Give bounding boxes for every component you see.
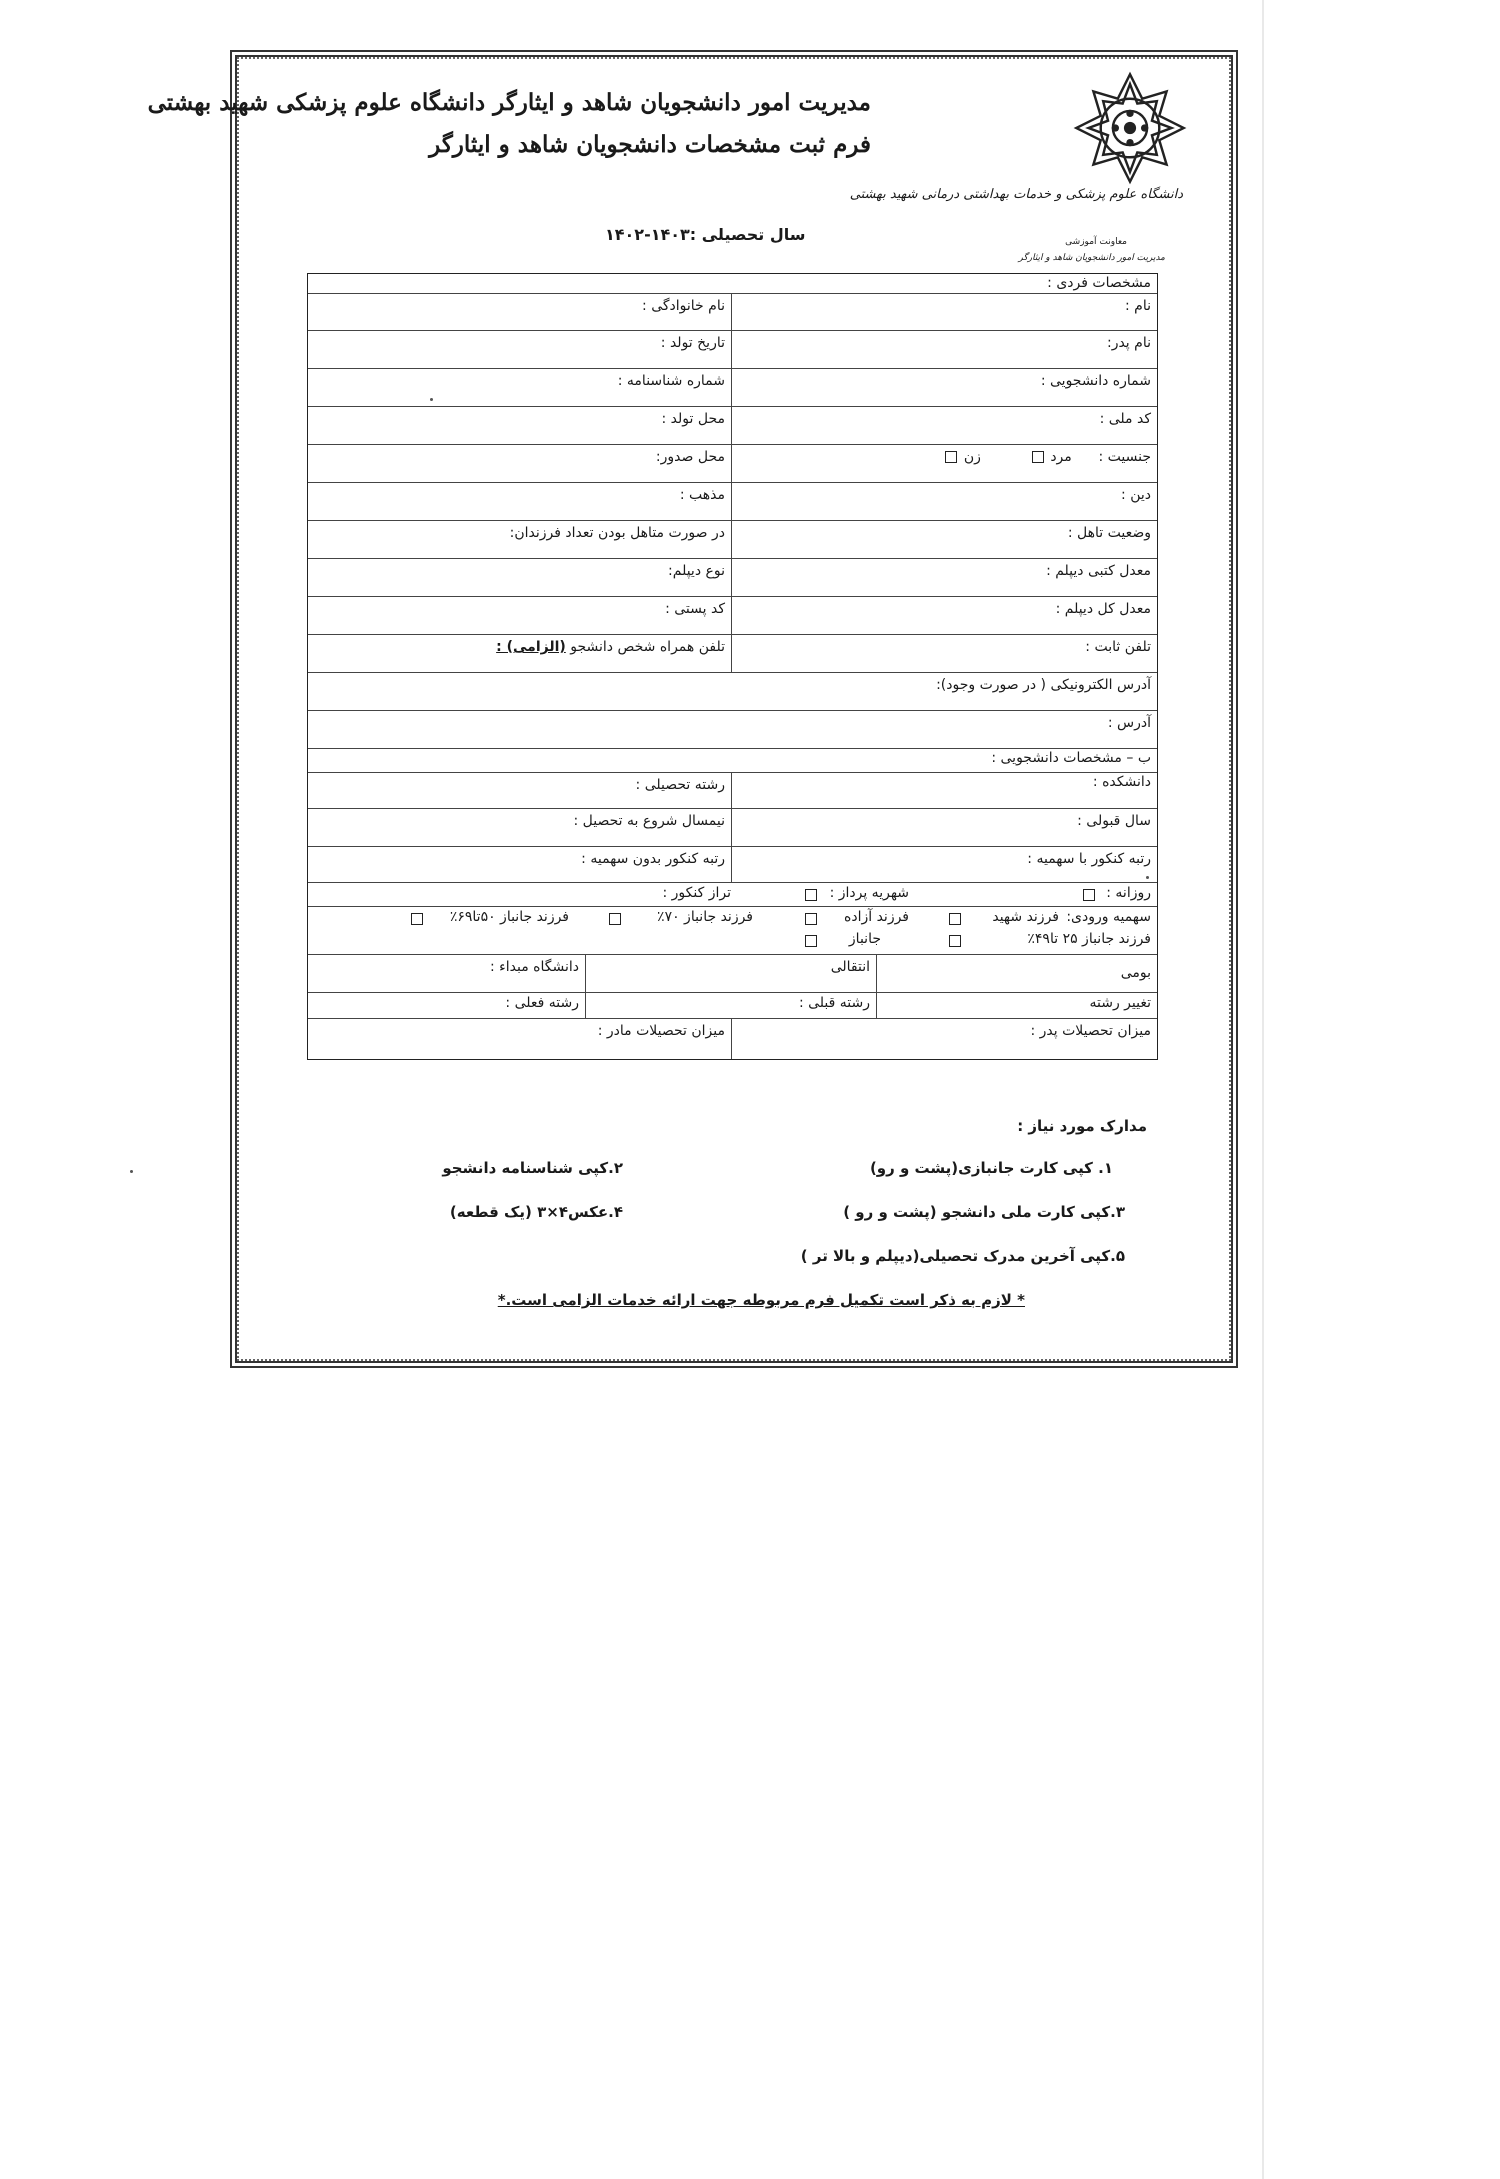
transfer-field[interactable]: انتقالی [830,959,870,975]
office-name: مدیریت امور دانشجویان شاهد و ایثارگر [1018,253,1165,263]
male-label: مرد [1050,449,1072,465]
table-row [308,559,1157,597]
entry-year-field[interactable]: سال قبولی : [1077,813,1151,829]
scan-speck [430,398,433,401]
daytime-checkbox[interactable] [1083,889,1095,901]
marital-status-field[interactable]: وضعیت تاهل : [1067,525,1151,541]
table-row [308,955,1157,993]
table-row [308,635,1157,673]
faculty-field[interactable]: دانشکده : [1092,774,1151,790]
rank-without-quota-field[interactable]: رتبه کنکور بدون سهمیه : [581,851,725,867]
mandatory-label: (الزامی) : [496,639,566,655]
section-student-heading: ب – مشخصات دانشجویی : [991,750,1151,766]
veteran-checkbox[interactable] [805,935,817,947]
id-number-field[interactable]: شماره شناسنامه : [617,373,725,389]
diploma-written-average-field[interactable]: معدل کتبی دیپلم : [1046,563,1151,579]
male-checkbox[interactable] [1032,451,1044,463]
children-count-field[interactable]: در صورت متاهل بودن تعداد فرزندان: [509,525,725,541]
table-row [308,711,1157,749]
table-row [308,847,1157,883]
denomination-field[interactable]: مذهب : [679,487,725,503]
scan-speck [1146,876,1149,879]
email-field[interactable]: آدرس الکترونیکی ( در صورت وجود): [936,677,1151,693]
veteran-25-49-child-label: فرزند جانباز ۲۵ تا۴۹٪ [1027,931,1151,947]
rank-with-quota-field[interactable]: رتبه کنکور با سهمیه : [1027,851,1151,867]
table-row [308,445,1157,483]
field-of-study-field[interactable]: رشته تحصیلی : [635,777,725,793]
logo-caption: دانشگاه علوم پزشکی و خدمات بهداشتی درمانی شهید بهشتی [849,187,1183,202]
form-title-line1: مدیریت امور دانشجویان شاهد و ایثارگر دانشگاه علوم پزشکی شهید بهشتی [147,89,871,116]
documents-title: مدارک مورد نیاز : [1017,1117,1147,1135]
table-row [308,407,1157,445]
department-name: معاونت آموزشی [1065,237,1127,247]
female-label: زن [963,449,981,465]
martyr-child-checkbox[interactable] [949,913,961,925]
previous-field-field[interactable]: رشته قبلی : [798,995,870,1011]
veteran-label: جانباز [848,931,881,947]
veteran-25-49-child-checkbox[interactable] [949,935,961,947]
address-field[interactable]: آدرس : [1107,715,1151,731]
daytime-label: روزانه : [1106,885,1151,901]
issue-place-field[interactable]: محل صدور: [655,449,725,465]
start-semester-field[interactable]: نیمسال شروع به تحصیل : [573,813,725,829]
form-header [147,57,1231,287]
tuition-paying-label: شهریه پرداز : [829,885,909,901]
mandatory-note: * لازم به ذکر است تکمیل فرم مربوطه جهت ارائه خدمات الزامی است.* [497,1291,1025,1309]
table-row [308,369,1157,407]
veteran-50-69-child-checkbox[interactable] [411,913,423,925]
form-frame [147,50,1238,1368]
father-name-field[interactable]: نام پدر: [1106,335,1151,351]
document-item-4: ۴.عکس۴×۳ (یک قطعه) [449,1203,623,1221]
section-personal-row [308,274,1157,294]
veteran-70-child-checkbox[interactable] [609,913,621,925]
field-change-field[interactable]: تغییر رشته [1089,995,1151,1011]
konkur-score-label: تراز کنکور : [662,885,731,901]
scan-speck [130,1170,133,1173]
registration-table [307,273,1158,1060]
table-row [308,773,1157,809]
university-logo-icon [1069,67,1191,189]
tuition-paying-checkbox[interactable] [805,889,817,901]
gender-label: جنسیت : [1098,449,1151,465]
current-field-field[interactable]: رشته فعلی : [505,995,579,1011]
veteran-70-child-label: فرزند جانباز ۷۰٪ [657,909,753,925]
document-item-1: ۱. کپی کارت جانبازی(پشت و رو) [869,1159,1113,1177]
table-row [308,809,1157,847]
gender-field [732,445,1157,482]
document-item-3: ۳.کپی کارت ملی دانشجو (پشت و رو ) [843,1203,1125,1221]
section-student-row [308,749,1157,773]
female-checkbox[interactable] [945,451,957,463]
table-row [308,673,1157,711]
scan-line [1262,0,1264,2179]
freed-pow-child-label: فرزند آزاده [844,909,909,925]
name-field[interactable]: نام : [1125,298,1151,314]
section-personal-heading: مشخصات فردی : [1047,275,1151,291]
birth-place-field[interactable]: محل تولد : [661,411,725,427]
mother-education-field[interactable]: میزان تحصیلات مادر : [597,1023,725,1039]
document-item-5: ۵.کپی آخرین مدرک تحصیلی(دیپلم و بالا تر ) [800,1247,1125,1265]
table-row [308,483,1157,521]
martyr-child-label: فرزند شهید [992,909,1059,925]
document-item-2: ۲.کپی شناسنامه دانشجو [442,1159,623,1177]
required-documents [237,1115,1231,1345]
table-row [308,993,1157,1019]
table-row [308,521,1157,559]
mobile-field[interactable] [308,635,731,672]
landline-field[interactable]: تلفن ثابت : [1085,639,1151,655]
student-number-field[interactable]: شماره دانشجویی : [1040,373,1151,389]
postal-code-field[interactable]: کد پستی : [665,601,725,617]
table-row [308,331,1157,369]
father-education-field[interactable]: میزان تحصیلات پدر : [1030,1023,1151,1039]
religion-field[interactable]: دین : [1121,487,1151,503]
diploma-type-field[interactable]: نوع دیپلم: [668,563,725,579]
family-name-field[interactable]: نام خانوادگی : [642,298,725,314]
mobile-label: تلفن همراه شخص دانشجو [570,639,725,655]
origin-university-field[interactable]: دانشگاه مبداء : [489,959,579,975]
table-row [308,294,1157,331]
table-row [308,907,1157,955]
academic-year: سال تحصیلی :۱۴۰۳-۱۴۰۲ [605,225,806,244]
freed-pow-child-checkbox[interactable] [805,913,817,925]
form-title-line2: فرم ثبت مشخصات دانشجویان شاهد و ایثارگر [429,131,871,158]
entry-quota-label: سهمیه ورودی: [1066,909,1151,925]
veteran-50-69-child-label: فرزند جانباز ۵۰تا۶۹٪ [449,909,569,925]
national-code-field[interactable]: کد ملی : [1099,411,1151,427]
birth-date-field[interactable]: تاریخ تولد : [660,335,725,351]
diploma-total-average-field[interactable]: معدل کل دیپلم : [1055,601,1151,617]
table-row [308,597,1157,635]
native-field[interactable]: بومی [1120,965,1151,981]
table-row [308,1019,1157,1059]
table-row [308,883,1157,907]
